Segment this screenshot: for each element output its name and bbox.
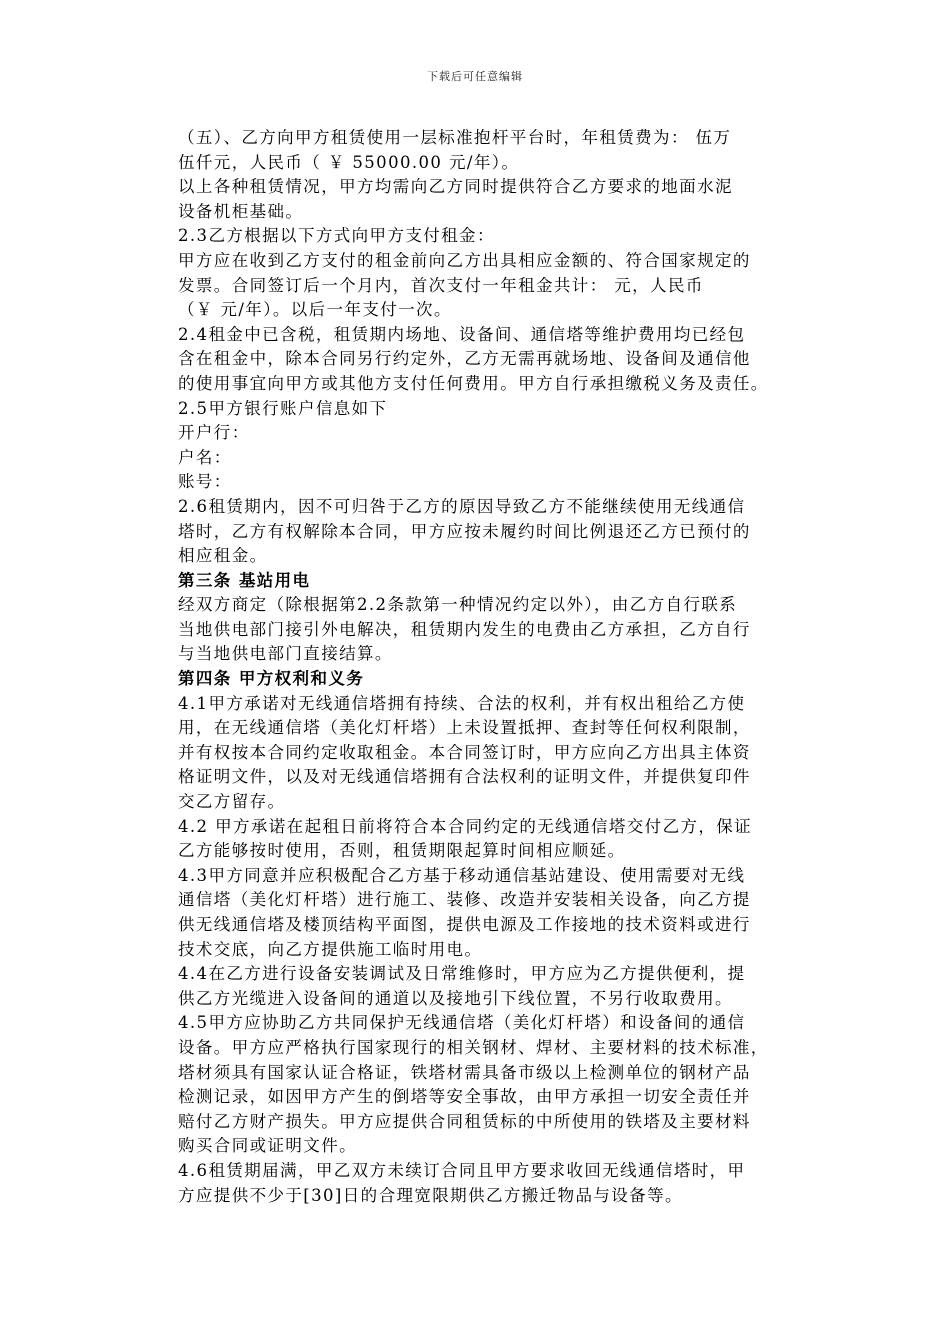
text-line: 供无线通信塔及楼顶结构平面图，提供电源及工作接地的技术资料或进行 bbox=[178, 915, 751, 934]
text-line: 4.4在乙方进行设备安装调试及日常维修时，甲方应为乙方提供便利，提 bbox=[178, 964, 746, 984]
page-header: 下载后可任意编辑 bbox=[427, 70, 523, 83]
text-line: （￥ 元/年）。以后一年支付一次。 bbox=[178, 300, 452, 320]
text-line: 发票。合同签订后一个月内，首次支付一年租金共计： 元，人民币 bbox=[178, 275, 704, 295]
text-line: 户名： bbox=[178, 447, 232, 467]
text-line: 通信塔（美化灯杆塔）进行施工、装修、改造并安装相关设备，向乙方提 bbox=[178, 890, 751, 910]
text-line: 购买合同或证明文件。 bbox=[178, 1136, 357, 1156]
text-line: 以上各种租赁情况，甲方均需向乙方同时提供符合乙方要求的地面水泥 bbox=[178, 177, 733, 197]
text-line: 交乙方留存。 bbox=[178, 792, 286, 812]
text-line: 4.5甲方应协助乙方共同保护无线通信塔（美化灯杆塔）和设备间的通信 bbox=[178, 1013, 746, 1033]
text-line: 方应提供不少于[30]日的合理宽限期供乙方搬迁物品与设备等。 bbox=[178, 1185, 683, 1205]
document-body bbox=[178, 126, 808, 1208]
text-line: 2.3乙方根据以下方式向甲方支付租金： bbox=[178, 226, 495, 246]
text-line: 设备。甲方应严格执行国家现行的相关钢材、焊材、主要材料的技术标准， bbox=[178, 1037, 769, 1057]
text-line: 供乙方光缆进入设备间的通道以及接地引下线位置，不另行收取费用。 bbox=[178, 988, 733, 1008]
text-line: 乙方能够按时使用，否则，租赁期限起算时间相应顺延。 bbox=[178, 841, 626, 861]
text-line: 塔时，乙方有权解除本合同，甲方应按未履约时间比例退还乙方已预付的 bbox=[178, 521, 751, 541]
text-line: （五）、乙方向甲方租赁使用一层标准抱杆平台时，年租赁费为： 伍万 bbox=[178, 128, 732, 147]
text-line: 含在租金中，除本合同另行约定外，乙方无需再就场地、设备间及通信他 bbox=[178, 349, 751, 369]
text-line: 开户行： bbox=[178, 423, 250, 443]
text-line: 账号： bbox=[178, 472, 232, 492]
text-line: 伍仟元，人民币（ ￥ 55000.00 元/年）。 bbox=[178, 152, 520, 172]
text-line: 技术交底，向乙方提供施工临时用电。 bbox=[178, 939, 483, 959]
section-heading: 第三条 基站用电 bbox=[178, 570, 311, 590]
text-line: 2.5甲方银行账户信息如下 bbox=[178, 398, 388, 418]
text-line: 设备机柜基础。 bbox=[178, 201, 304, 221]
text-line: 2.6租赁期内，因不可归咎于乙方的原因导致乙方不能继续使用无线通信 bbox=[178, 496, 746, 516]
text-line: 赔付乙方财产损失。甲方应提供合同租赁标的中所使用的铁塔及主要材料 bbox=[178, 1111, 751, 1131]
text-line: 甲方应在收到乙方支付的租金前向乙方出具相应金额的、符合国家规定的 bbox=[178, 250, 751, 270]
text-line: 塔材须具有国家认证合格证，铁塔材需具备市级以上检测单位的钢材产品 bbox=[178, 1062, 751, 1082]
text-line: 4.2 甲方承诺在起租日前将符合本合同约定的无线通信塔交付乙方，保证 bbox=[178, 816, 753, 836]
text-line: 4.3甲方同意并应积极配合乙方基于移动通信基站建设、使用需要对无线 bbox=[178, 865, 746, 885]
text-line: 2.4租金中已含税，租赁期内场地、设备间、通信塔等维护费用均已经包 bbox=[178, 324, 746, 344]
text-line: 与当地供电部门直接结算。 bbox=[178, 644, 393, 664]
text-line: 并有权按本合同约定收取租金。本合同签订时，甲方应向乙方出具主体资 bbox=[178, 742, 751, 762]
text-line: 用，在无线通信塔（美化灯杆塔）上未设置抵押、查封等任何权利限制， bbox=[178, 718, 751, 738]
text-line: 相应租金。 bbox=[178, 546, 268, 566]
text-line: 格证明文件，以及对无线通信塔拥有合法权利的证明文件，并提供复印件 bbox=[178, 767, 751, 787]
text-line: 检测记录，如因甲方产生的倒塔等安全事故，由甲方承担一切安全责任并 bbox=[178, 1087, 751, 1107]
section-heading: 第四条 甲方权利和义务 bbox=[178, 669, 365, 689]
text-line: 的使用事宜向甲方或其他方支付任何费用。甲方自行承担缴税义务及责任。 bbox=[178, 373, 769, 393]
text-line: 4.1甲方承诺对无线通信塔拥有持续、合法的权利，并有权出租给乙方使 bbox=[178, 693, 746, 713]
text-line: 经双方商定（除根据第2.2条款第一种情况约定以外），由乙方自行联系 bbox=[178, 595, 738, 615]
text-line: 4.6租赁期届满，甲乙双方未续订合同且甲方要求收回无线通信塔时，甲 bbox=[178, 1160, 746, 1180]
text-line: 当地供电部门接引外电解决，租赁期内发生的电费由乙方承担，乙方自行 bbox=[178, 619, 751, 639]
